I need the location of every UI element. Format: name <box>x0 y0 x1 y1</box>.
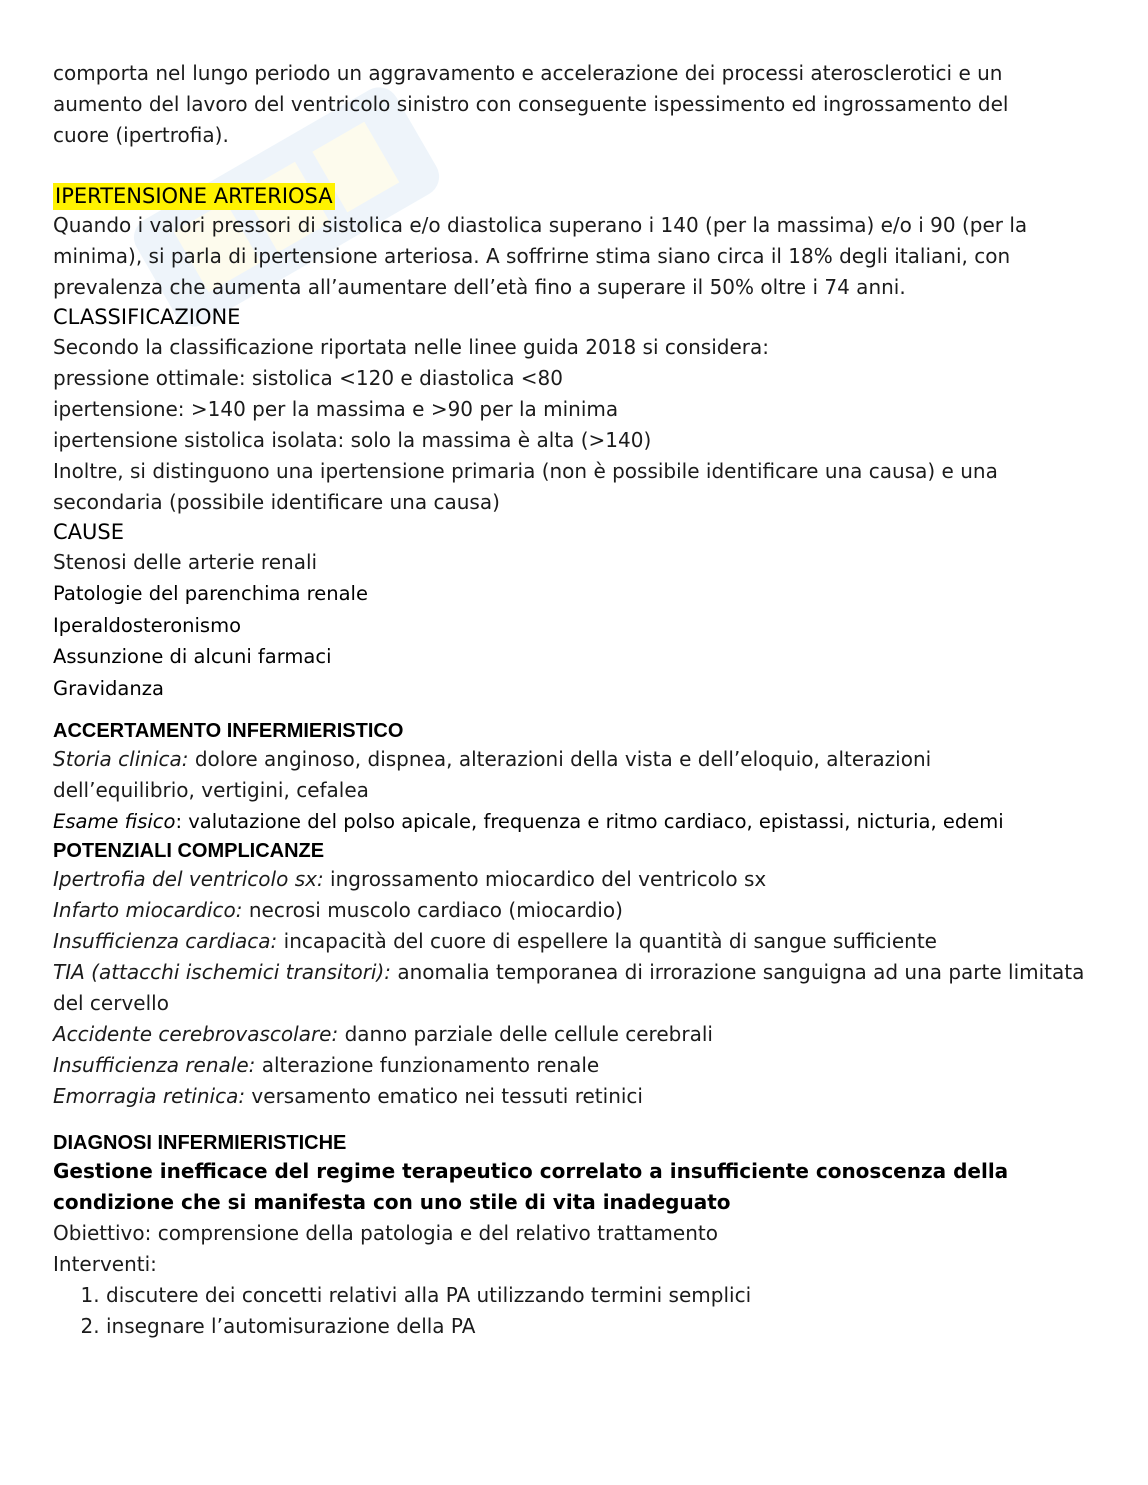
exam-label: Esame fisico <box>53 810 176 833</box>
assessment-history <box>53 744 1093 775</box>
complication-label: TIA (attacchi ischemici transitori): <box>53 959 392 984</box>
intro-line: cuore (ipertrofia). <box>53 123 229 147</box>
complication-label: Infarto miocardico: <box>53 897 243 922</box>
section-title-classification: CLASSIFICAZIONE <box>53 305 241 329</box>
complication-text: incapacità del cuore di espellere la quantità di sangue sufficiente <box>277 928 937 953</box>
complication-label: Ipertrofia del ventricolo sx: <box>53 866 324 891</box>
cause-item: Iperaldosteronismo <box>53 613 242 637</box>
complication-item <box>53 957 1093 988</box>
complication-label: Insufficienza renale: <box>53 1052 256 1077</box>
complication-item <box>53 1081 1093 1112</box>
section-title-diagnoses: DIAGNOSI INFERMIERISTICHE <box>53 1131 347 1154</box>
assessment-exam <box>53 806 1093 838</box>
complication-label: Emorragia retinica: <box>53 1083 246 1108</box>
exam-text: : valutazione del polso apicale, frequenza e ritmo cardiaco, epistassi, nicturia, edemi <box>175 810 1004 833</box>
complication-text: necrosi muscolo cardiaco (miocardio) <box>242 897 623 922</box>
cause-item: Patologie del parenchima renale <box>53 582 368 605</box>
history-label: Storia clinica: <box>53 747 189 771</box>
paragraph-line: minima), si parla di ipertensione arteriosa. A soffrirne stima siano circa il 18% degli italiani, con <box>53 244 1011 268</box>
complication-text: versamento ematico nei tessuti retinici <box>245 1083 643 1108</box>
diagnosis-title: Gestione inefficace del regime terapeutico correlato a insufficiente conoscenza della <box>53 1158 1009 1183</box>
section-title-assessment: ACCERTAMENTO INFERMIERISTICO <box>53 720 404 742</box>
complication-label: Insufficienza cardiaca: <box>53 928 278 953</box>
paragraph-line: Inoltre, si distinguono una ipertensione primaria (non è possibile identificare una causa) e una <box>53 459 998 483</box>
interventions-list <box>53 1280 1093 1342</box>
intro-line: aumento del lavoro del ventricolo sinistro con conseguente ispessimento ed ingrossamento del <box>53 92 1009 116</box>
complication-item <box>53 1050 1093 1081</box>
paragraph-line: ipertensione: >140 per la massima e >90 per la minima <box>53 397 619 421</box>
section-title-complications: POTENZIALI COMPLICANZE <box>53 839 325 862</box>
paragraph-line: ipertensione sistolica isolata: solo la massima è alta (>140) <box>53 428 652 452</box>
diagnosis-title-cont: condizione che si manifesta con uno stile di vita inadeguato <box>53 1189 731 1214</box>
interventions-label: Interventi: <box>53 1251 157 1276</box>
paragraph-line: Secondo la classificazione riportata nelle linee guida 2018 si considera: <box>53 335 769 359</box>
objective-text: Obiettivo: comprensione della patologia e del relativo trattamento <box>53 1220 718 1245</box>
complication-text: ingrossamento miocardico del ventricolo sx <box>323 866 767 891</box>
complication-item <box>53 1019 1093 1050</box>
list-item: 2. insegnare l’automisurazione della PA <box>106 1311 1093 1342</box>
history-text: dolore anginoso, dispnea, alterazioni della vista e dell’eloquio, alterazioni <box>188 747 932 771</box>
document-content <box>53 58 1093 1342</box>
complication-text: alterazione funzionamento renale <box>255 1052 600 1077</box>
complication-text: anomalia temporanea di irrorazione sanguigna ad una parte limitata <box>391 959 1085 984</box>
complication-item <box>53 864 1093 895</box>
cause-item: Stenosi delle arterie renali <box>53 550 318 574</box>
cause-item: Assunzione di alcuni farmaci <box>53 645 332 668</box>
section-title-hypertension: IPERTENSIONE ARTERIOSA <box>55 184 333 208</box>
section-title-causes: CAUSE <box>53 520 124 544</box>
complication-label: Accidente cerebrovascolare: <box>53 1021 339 1046</box>
complication-item-cont: del cervello <box>53 990 169 1015</box>
paragraph-line: prevalenza che aumenta all’aumentare dell’età fino a superare il 50% oltre i 74 anni. <box>53 275 906 299</box>
complication-item <box>53 926 1093 957</box>
cause-item: Gravidanza <box>53 676 164 700</box>
assessment-history-cont: dell’equilibrio, vertigini, cefalea <box>53 778 369 802</box>
paragraph-line: secondaria (possibile identificare una causa) <box>53 490 500 514</box>
list-item: 1. discutere dei concetti relativi alla PA utilizzando termini semplici <box>106 1280 1093 1311</box>
paragraph-line: Quando i valori pressori di sistolica e/o diastolica superano i 140 (per la massima) e/o i 90 (per la <box>53 213 1028 237</box>
complication-item <box>53 895 1093 926</box>
intro-line: comporta nel lungo periodo un aggravamento e accelerazione dei processi aterosclerotici e un <box>53 61 1003 85</box>
paragraph-line: pressione ottimale: sistolica <120 e diastolica <80 <box>53 366 564 390</box>
complication-text: danno parziale delle cellule cerebrali <box>338 1021 713 1046</box>
